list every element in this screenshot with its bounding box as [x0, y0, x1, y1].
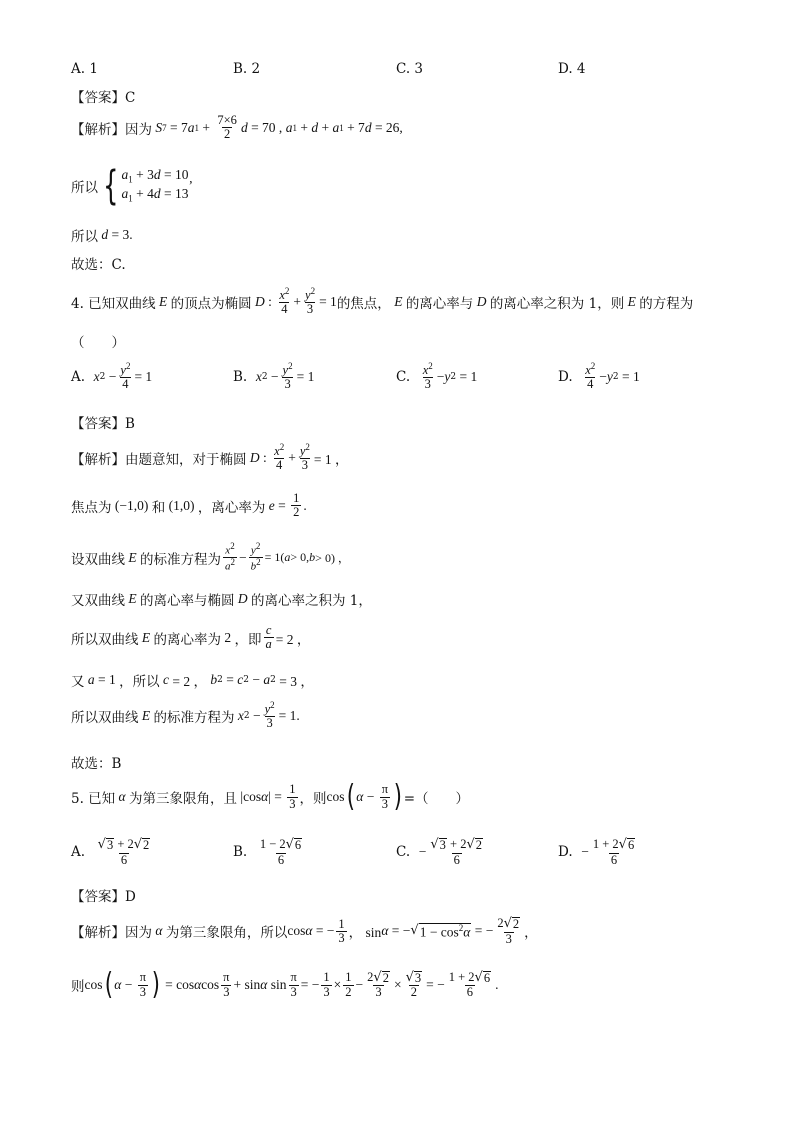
q4-option-c: C. $\frac{x^2}{3}$ − y 2 = 1: [396, 361, 478, 392]
q4-analysis-2: 焦点为 (−1,0) 和 (1,0) ，离心率为 e = $\frac{1}{2}$ .: [71, 491, 307, 520]
q4-analysis-3: 设双曲线 E 的标准方程为 $\frac{x^2}{a^2}$ − $\frac{y^2}{b^2}$ = 1( a > 0, b > 0) ，: [71, 541, 350, 573]
q3-conclusion: 故选：C.: [71, 257, 126, 273]
q4-option-a: A. x 2 − $\frac{y^2}{4}$ = 1: [71, 361, 153, 392]
q4-conclusion: 故选：B: [71, 756, 122, 772]
q4-answer: 【答案】B: [71, 416, 135, 432]
q4-analysis-1: 【解析】 由题意知，对于椭圆 D : $\frac{x^2}{4}$ + $\frac{y^2}{3}$ = 1 ，: [71, 442, 349, 473]
q3-option-d: D. 4: [558, 61, 586, 77]
q4-analysis-7: 所以双曲线 E 的标准方程为 x 2 − $\frac{y^2}{3}$ = 1.: [71, 700, 300, 731]
q3-analysis-line1: 【解析】 因为 S 7 = 7 a 1 + $\frac{7\times 6}{2}$ d = 70 , a 1 + d + a 1 + 7 d = 26,: [71, 113, 403, 142]
q4-option-b: B. x 2 − $\frac{y^2}{3}$ = 1: [233, 361, 315, 392]
q3-option-b: B. 2: [233, 61, 261, 77]
q5-option-c: C. − √ 3 + 2 √ 2 6: [396, 837, 483, 867]
q5-analysis-1: 【解析】 因为 α 为第三象限角，所以 cos α = − $\frac{1}{3}$ ， sin α = − √ $1 - \cos^2\alpha$ = − 2 √ 2 3 ，: [71, 916, 538, 946]
q5-option-b: B. 1 − 2 √ 6 6: [233, 837, 302, 867]
q5-option-d: D. − 1 + 2 √ 6 6: [558, 837, 635, 867]
q3-analysis-system: 所以 { $a_1 + 3d = 10$ $a_1 + 4d = 13$ ’: [71, 163, 193, 209]
q3-analysis-d: 所以 d = 3.: [71, 227, 133, 245]
q3-answer: 【答案】C: [71, 90, 136, 106]
q4-analysis-6: 又 a = 1 ，所以 c = 2 ， b 2 = c 2 − a 2 = 3 ，: [71, 672, 314, 690]
q3-option-c: C. 3: [396, 61, 424, 77]
q5-option-a: A. √ 3 + 2 √ 2 6: [71, 837, 150, 867]
q4-stem: 4. 已知双曲线 E 的顶点为椭圆 D : $\frac{x^2}{4}$ + $\frac{y^2}{3}$ = 1 的焦点， E 的离心率与 D 的离心率之积为 1，则 E 的方程为: [71, 286, 694, 317]
q4-analysis-5: 所以双曲线 E 的离心率为 2 ，即 $\frac{c}{a}$ = 2 ，: [71, 623, 311, 652]
q5-stem: 5. 已知 α 为第三象限角，且 |cos α | = $\frac{1}{3}$ ，则 cos ( α − $\frac{\pi}{3}$ ) =（ ）: [71, 779, 470, 814]
q4-answer-blank: （ ）: [71, 335, 125, 351]
q5-analysis-2: 则 cos ( α − $\frac{\pi}{3}$ ) = cos α cos $\frac{\pi}{3}$ + sin α sin $\frac{\pi}{3}$ = − $\frac{1}{3}$ × $\frac{1}{2}$ − 2 √ 2 3 × √ 3 2 = − 1 + 2 √ 6 6 .: [71, 967, 499, 1002]
q4-option-d: D. $\frac{x^2}{4}$ − y 2 = 1: [558, 361, 640, 392]
q4-analysis-4: 又双曲线 E 的离心率与椭圆 D 的离心率之积为 1，: [71, 591, 372, 609]
q3-option-a: A. 1: [71, 61, 98, 77]
q5-answer: 【答案】D: [71, 889, 136, 905]
